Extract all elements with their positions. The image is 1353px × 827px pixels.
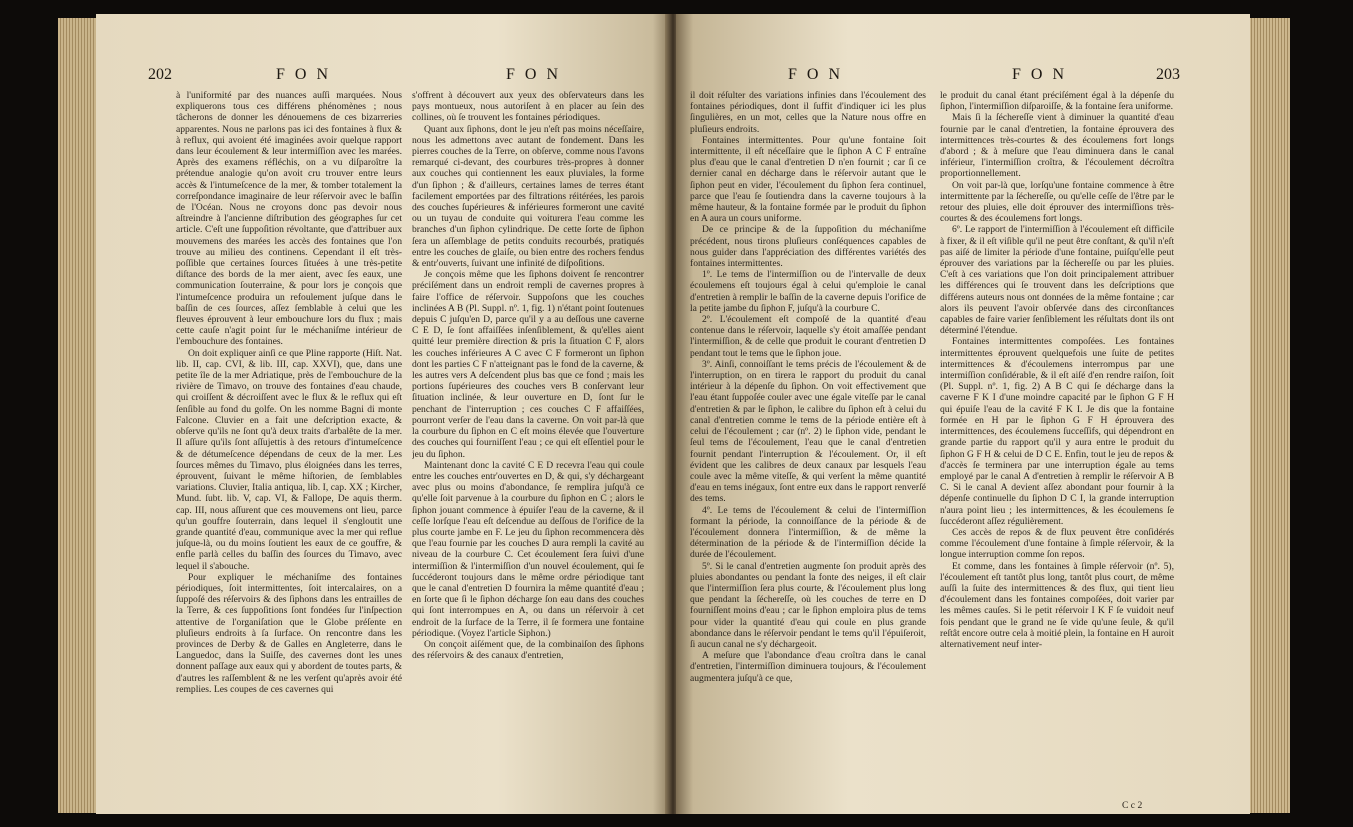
- paragraph: Quant aux ſiphons, dont le jeu n'eſt pas moins néceſſaire, nous les admettons avec autant de fondement. Dans les pierres couches de la Terre, on obſerve, comme nous l'avons remarqué ci-devant, des courbures très-propres à donner aux couches qui contiennent les eaux pluviales, la forme d'un ſiphon ; & d'ailleurs, certaines lames de terres étant facilement emportées par des filtrations réitérées, les parois des couches ſupérieures & inférieures formeront une cavité ou un tuyau de conduite qui voiturera l'eau comme les branches d'un ſiphon cylindrique. De cette ſorte de ſiphon ſera un aſſemblage de petits conduits recourbés, pratiqués entre les couches de glaiſe, ou bien entre des rochers fendus & entr'ouverts, ſuivant une infinité de diſpoſitions.: [412, 123, 644, 270]
- right-header-term-1: F O N: [788, 66, 844, 83]
- signature-mark: C c 2: [1122, 800, 1143, 811]
- right-page: [676, 14, 1250, 814]
- right-page-edges: [1248, 18, 1290, 813]
- paragraph: 1º. Le tems de l'intermiſſion ou de l'intervalle de deux écoulemens eſt toujours égal à celui qu'emploie le canal d'entretien à remplir le baſſin de la caverne depuis l'orifice de la petite jambe du ſiphon F, juſqu'à la courbure C.: [690, 269, 926, 314]
- left-page-column-1: [176, 90, 402, 810]
- paragraph: à l'uniformité par des nuances auſſi marquées. Nous expliquerons tous ces différens phénomènes ; nous tâcherons de donner les dénouemens de ces bizarreries apparentes. Nous ne parlons pas ici des fontaines à flux & à reflux, qui avoient été imaginées avoir quelque rapport dans leur écoulement & leur intermiſſion avec les marées. Après des examens réfléchis, on a vu diſparoître la prétendue analogie qu'on avoit cru trouver entre leurs accès & l'intumeſcence de la mer, & tomber totalement la correſpondance imaginaire de leur réſervoir avec le baſſin de l'Océan. Nous ne croyons donc pas devoir nous aſtreindre à l'ancienne diſtribution des géographes ſur cet article. C'eſt une ſuppoſition révoltante, que d'attribuer aux mouvemens des marées les accès des fontaines que l'on trouve au milieu des continens. Cependant il eſt très-poſſible que certaines ſources ſituées à une très-petite diſtance des bords de la mer aient, avec ſes eaux, une communication ſouterraine, & pour lors je conçois que l'intumeſcence produira un refoulement juſque dans le baſſin de ces ſources, aſſez ſemblable à celui que les fleuves éprouvent à leur embouchure lors du flux ; mais cette cauſe n'agit point ſur le méchaniſme intérieur de l'embouchure des fontaines.: [176, 90, 402, 348]
- paragraph: 5º. Si le canal d'entretien augmente ſon produit après des pluies abondantes ou pendant la fonte des neiges, il eſt clair que l'intermiſſion ſera plus courte, & l'écoulement plus long que pendant la ſéchereſſe, où les couches de terre en D fourniſſent moins d'eau ; car le ſiphon emploira plus de tems pour vider la quantité d'eau qui coule en plus grande abondance dans le réſervoir pendant le tems qu'il l'épuiſeroit, ſi aucun canal ne s'y déchargeoit.: [690, 560, 926, 650]
- right-header-term-2: F O N: [1012, 66, 1068, 83]
- paragraph: Ces accès de repos & de flux peuvent être conſidérés comme l'écoulement d'une fontaine à ſimple réſervoir, & la longue interruption comme ſon repos.: [940, 526, 1174, 561]
- left-page-edges: [58, 18, 98, 813]
- paragraph: 2º. L'écoulement eſt compoſé de la quantité d'eau contenue dans le réſervoir, laquelle s'y étoit amaſſée pendant l'intermiſſion, & de celle que produit le courant d'entretien D pendant tout le tems que le ſiphon joue.: [690, 314, 926, 359]
- left-page-number: 202: [148, 66, 172, 83]
- left-header-term-1: F O N: [276, 66, 332, 83]
- left-header-term-2: F O N: [506, 66, 562, 83]
- right-page-column-2: [940, 90, 1174, 810]
- right-page-number: 203: [1156, 66, 1180, 83]
- paragraph: il doit réſulter des variations infinies dans l'écoulement des fontaines périodiques, dont il ſuffit d'indiquer ici les plus ſingulières, en un mot, celles que la Nature nous offre en pluſieurs endroits.: [690, 90, 926, 135]
- left-page-column-2: [412, 90, 644, 810]
- paragraph: Pour expliquer le méchaniſme des fontaines périodiques, ſoit intermittentes, ſoit intercalaires, on a ſuppoſé des réſervoirs & des ſiphons dans les entrailles de la Terre, & ces ſuppoſitions ſont fondées ſur l'inſpection attentive de l'organiſation que le Globe préſente en pluſieurs endroits à ſa ſurface. On rencontre dans les provinces de Derby & de Galles en Angleterre, dans le Languedoc, dans la Suiſſe, des cavernes dont les unes donnent paſſage aux eaux qui y abordent de toutes parts, & d'autres les raſſemblent & ne les verſent qu'après avoir été remplies. Les coupes de ces cavernes qui: [176, 571, 402, 695]
- paragraph: Fontaines intermittentes. Pour qu'une fontaine ſoit intermittente, il eſt néceſſaire que le ſiphon A C F entraîne plus d'eau que le canal d'entretien D n'en fournit ; car ſi ce dernier canal en décharge dans le réſervoir autant que le ſiphon peut en vider, l'écoulement du ſiphon ſera continuel, parce que l'eau ſe ſoutiendra dans la caverne toujours à la même hauteur, & la fontaine formée par le produit du ſiphon en A aura un cours uniforme.: [690, 134, 926, 225]
- paragraph: 4º. Le tems de l'écoulement & celui de l'intermiſſion formant la période, la connoiſſance de la période & de l'écoulement donnera l'intermiſſion, & de même la détermination de la période & de l'intermiſſion décide la durée de l'écoulement.: [690, 504, 926, 561]
- paragraph: Fontaines intermittentes compoſées. Les fontaines intermittentes éprouvent quelquefois une ſuite de petites intermittences & d'écoulemens interrompus par une intermiſſion conſidérable, & il eſt aiſé d'en rendre raiſon, ſoit (Pl. Suppl. nº. 1, fig. 2) A B C qui ſe décharge dans la caverne F K I d'une moindre capacité par le ſiphon G F H qui épuiſe l'eau de la cavité F K I. Je dis que la fontaine formée en H par le ſiphon G F H éprouvera des intermittences, des écoulemens ſucceſſifs, qui dépendront en grande partie du rapport qu'il y aura entre le produit du ſiphon G F H & celui de D C E. Enfin, tout le jeu de repos & d'accès ſe terminera par une interruption égale au tems employé par le canal A d'entretien à remplir le réſervoir A B C. Si le canal A devient aſſez abondant pour fournir à la dépenſe continuelle du ſiphon D C I, la grande interruption n'aura point lieu ; les intermittences, & les écoulemens ſe ſuccéderont aſſez régulièrement.: [940, 336, 1174, 527]
- paragraph: On conçoit aiſément que, de la combinaiſon des ſiphons des réſervoirs & des canaux d'entretien,: [412, 638, 644, 662]
- left-page: [96, 14, 670, 814]
- paragraph: Je conçois même que les ſiphons doivent ſe rencontrer préciſément dans un endroit rempli de cavernes propres à faire l'office de réſervoir. Suppoſons que les couches inclinées A B (Pl. Suppl. nº. 1, fig. 1) n'étant point ſoutenues depuis C juſqu'en D, parce qu'il y a au deſſous une caverne C E D, ſe ſont affaiſſées inſenſiblement, & qu'elles aient quitté leur première direction & pris la ſituation C F, alors les couches inférieures A C avec C F formeront un ſiphon dont les parties C F n'atteignant pas le fond de la caverne, & les autres vers A deſcendent plus bas que ce fond ; mais les portions ſupérieures des couches vers B conſervant leur ſituation inclinée, & leur ouverture en D, ſont ſur le penchant de l'interruption ; ces couches C F affaiſſées, pourront verſer de l'eau dans la caverne. On voit par-là que la courbure du ſiphon en C eſt moins élevée que l'ouverture des couches qui fourniſſent l'eau ; ce qui eſt eſſentiel pour le jeu du ſiphon.: [412, 269, 644, 460]
- paragraph: A meſure que l'abondance d'eau croîtra dans le canal d'entretien, l'intermiſſion diminuera toujours, & l'écoulement augmentera juſqu'à ce que,: [690, 650, 926, 684]
- paragraph: On voit par-là que, lorſqu'une fontaine commence à être intermittente par la ſéchereſſe, ou qu'elle ceſſe de l'être par le retour des pluies, elle doit éprouver des intermiſſions très-courtes & des écoulemens fort longs.: [940, 179, 1174, 225]
- paragraph: Mais ſi la ſéchereſſe vient à diminuer la quantité d'eau fournie par le canal d'entretien, la fontaine éprouvera des intermittences très-courtes & des écoulemens fort longs d'abord ; & à meſure que l'eau diminuera dans le canal inférieur, l'intermiſſion croîtra, & l'écoulement décroîtra proportionnellement.: [940, 112, 1174, 180]
- paragraph: s'offrent à découvert aux yeux des obſervateurs dans les pays montueux, nous autoriſent à en placer au ſein des collines, où ſe trouvent les fontaines périodiques.: [412, 90, 644, 124]
- paragraph: On doit expliquer ainſi ce que Pline rapporte (Hiſt. Nat. lib. II, cap. CVI, & lib. III, cap. XXVI), que, dans une petite île de la mer Adriatique, près de l'embouchure de la rivière de Timavo, on trouve des fontaines d'eau chaude, qui croiſſent & décroiſſent avec le flux & le reflux qui eſt ſenſible au fond du golfe. On les nomme Bagni di monte Falcone. Cluvier en a fait une deſcription exacte, & obſerve qu'ils ne ſont qu'à deux traits d'arbalête de la mer. Il aſſure qu'ils ſont aſſujettis à des retours d'intumeſcence & de détumeſcence dépendans de ceux de la mer. Les ſources mêmes du Timavo, plus éloignées dans les terres, éprouvent, ſuivant le même hiſtorien, de ſemblables variations. Cluvier, Italia antiqua, lib. I, cap. XX ; Kircher, Mund. ſubt. lib. V, cap. VI, & Fallope, De aquis therm. cap. III, nous aſſurent que ces mouvemens ont lieu, parce qu'un gouffre ſouterrain, dans lequel il s'engloutit une grande quantité d'eau, communique avec la mer qui reflue juſque-là, ou du moins ſoutient les eaux de ce gouffre, & enfle parlà celles du baſſin des ſources du Timavo, avec lequel il s'abouche.: [176, 347, 402, 572]
- paragraph: Et comme, dans les fontaines à ſimple réſervoir (nº. 5), l'écoulement eſt tantôt plus long, tantôt plus court, de même auſſi la ſuite des intermittences & des flux, qui tient lieu d'écoulement dans les fontaines compoſées, doit varier par les mêmes cauſes. Si le petit réſervoir I K F ſe vuidoit neuf fois pendant que le grand ne ſe vide qu'une ſeule, & qu'il reſtât encore outre cela à moitié plein, la fontaine en H auroit alternativement neuf inter-: [940, 560, 1174, 650]
- paragraph: le produit du canal étant préciſément égal à la dépenſe du ſiphon, l'intermiſſion diſparoiſſe, & la fontaine ſera uniforme.: [940, 90, 1174, 113]
- paragraph: De ce principe & de la ſuppoſition du méchaniſme précédent, nous tirons pluſieurs conſéquences capables de nous guider dans l'appréciation des différentes variétés des fontaines intermittentes.: [690, 224, 926, 270]
- left-running-header: [96, 66, 670, 88]
- right-running-header: [676, 66, 1250, 88]
- right-page-column-1: [690, 90, 926, 810]
- paragraph: 3º. Ainſi, connoiſſant le tems précis de l'écoulement & de l'interruption, on en tirera le rapport du produit du canal intérieur à la dépenſe du ſiphon. On voit effectivement que l'eau étant ſuppoſée couler avec une égale viteſſe par le canal d'entretien & par le ſiphon, le calibre du ſiphon eſt à celui du canal d'entretien comme le tems de la période entière eſt à celui de l'écoulement ; car (nº. 2) le ſiphon vide, pendant le ſeul tems de l'écoulement, l'eau que le canal d'entretien fournit pendant l'interruption & l'écoulement. Or, il eſt évident que les calibres de deux canaux par lesquels l'eau coule avec la même viteſſe, & qui verſent la même quantité d'eau en tems inégaux, ſont entre eux dans le rapport renverſé des tems.: [690, 358, 926, 505]
- paragraph: Maintenant donc la cavité C E D recevra l'eau qui coule entre les couches entr'ouvertes en D, & qui, s'y déchargeant avec plus ou moins d'abondance, ſe remplira juſqu'à ce qu'elle ſoit parvenue à la courbure du ſiphon en C ; alors le ſiphon jouant commence à épuiſer l'eau de la caverne, & il ceſſe lorſque l'eau eſt deſcendue au deſſous de l'orifice de la plus courte jambe en F. Le jeu du ſiphon recommencera dès que l'eau fournie par les couches D aura rempli la cavité au niveau de la courbure C. Cet écoulement ſera ſuivi d'une intermiſſion & l'intermiſſion d'un nouvel écoulement, qui ſe ſuccéderont toujours dans le même ordre périodique tant que le canal d'entretien D fournira la même quantité d'eau ; en ſorte que ſi le ſiphon décharge ſon eau dans des couches qui ſont interrompues en A, ou dans un réſervoir à cet endroit de la ſurface de la Terre, il ſe formera une fontaine périodique. (Voyez l'article Siphon.): [412, 459, 644, 639]
- paragraph: 6º. Le rapport de l'intermiſſion à l'écoulement eſt difficile à fixer, & il eſt viſible qu'il ne peut être conſtant, & qu'il n'eſt pas aiſé de limiter la période d'une fontaine, puiſqu'elle peut éprouver des variations par la ſéchereſſe ou par les pluies. C'eſt à ces variations que l'on doit principalement attribuer les différences qui ſe trouvent dans les deſcriptions que différens auteurs nous ont données de la même fontaine ; car alors ils peuvent l'avoir obſervée dans des circonſtances capables de faire varier ſenſiblement les réſultats dont ils ont déterminé l'étendue.: [940, 224, 1174, 337]
